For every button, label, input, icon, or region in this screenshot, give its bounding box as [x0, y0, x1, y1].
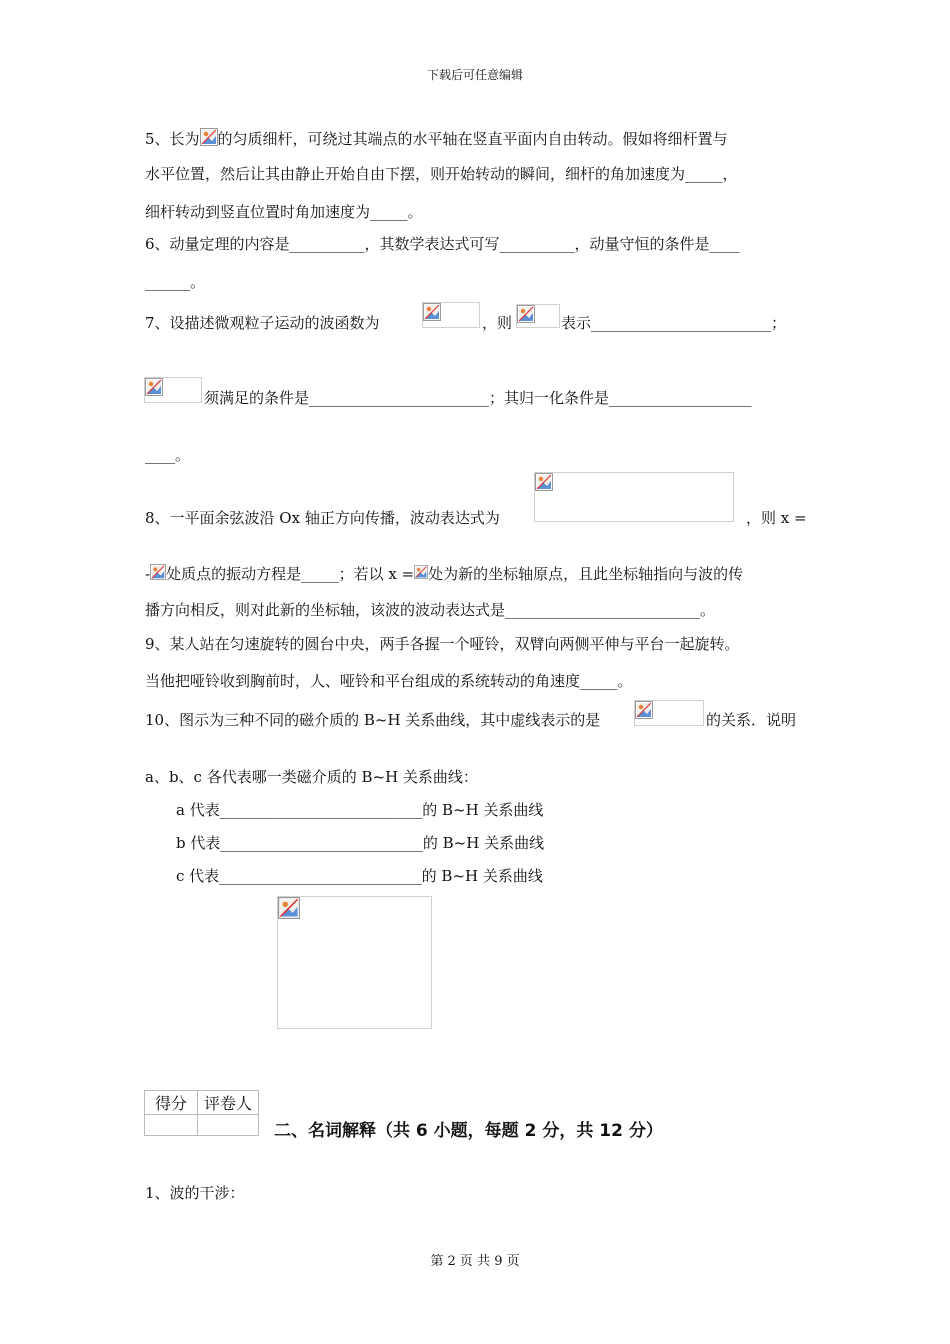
figure-bh-curves — [277, 896, 432, 1029]
section-title: 二、名词解释（共 6 小题，每题 2 分，共 12 分） — [274, 1121, 663, 1141]
formula-image-psi-2 — [144, 377, 202, 403]
q9-line1: 9、某人站在匀速旋转的圆台中央，两手各握一个哑铃，双臂向两侧平伸与平台一起旋转。 — [145, 635, 740, 653]
q9-line2: 当他把哑铃收到胸前时，人、哑铃和平台组成的系统转动的角速度_____。 — [145, 672, 633, 690]
q6-line2: ______。 — [145, 273, 206, 291]
q5-line2: 水平位置，然后让其由静止开始自由下摆，则开始转动的瞬间，细杆的角加速度为_____， — [145, 165, 738, 183]
page-footer: 第 2 页 共 9 页 — [430, 1254, 520, 1269]
q7-line2: 须满足的条件是________________________；其归一化条件是___________________ — [204, 389, 752, 407]
q5-line3: 细杆转动到竖直位置时角加速度为_____。 — [145, 203, 423, 221]
s2-q1: 1、波的干涉： — [145, 1184, 245, 1202]
q7-line1: 7、设描述微观粒子运动的波函数为 — [145, 314, 380, 332]
broken-image-icon — [423, 303, 441, 321]
q10-line1b: 的关系．说明 — [706, 711, 797, 729]
broken-image-icon — [278, 897, 300, 919]
grader-cell[interactable] — [198, 1115, 259, 1136]
q10-c: c 代表___________________________的 B~H 关系曲线 — [176, 867, 543, 885]
q10-line2: a、b、c 各代表哪一类磁介质的 B~H 关系曲线： — [145, 768, 478, 786]
formula-image-icon — [200, 128, 218, 146]
page-header: 下载后可任意编辑 — [426, 68, 523, 82]
formula-image-icon — [414, 563, 428, 581]
score-table — [144, 1090, 259, 1136]
q8-line3: 播方向相反，则对此新的坐标轴，该波的波动表达式是__________________________。 — [145, 601, 716, 619]
formula-image-psi — [422, 302, 480, 328]
q8-line1a: 8、一平面余弦波沿 Ox 轴正方向传播，波动表达式为 — [145, 509, 500, 527]
grader-label: 评卷人 — [198, 1091, 259, 1115]
formula-image-relation — [634, 700, 704, 726]
formula-image-wave — [534, 472, 734, 522]
score-label: 得分 — [145, 1091, 198, 1115]
score-cell[interactable] — [145, 1115, 198, 1136]
q7-line3: ____。 — [145, 446, 191, 464]
q8-line2: - 处质点的振动方程是_____；若以 x = 处为新的坐标轴原点，且此坐标轴指向与波的传 — [145, 565, 744, 583]
q5-line1: 5、长为 的匀质细杆，可绕过其端点的水平轴在竖直平面内自由转动。假如将细杆置与 — [145, 130, 728, 148]
q10-b: b 代表___________________________的 B~H 关系曲线 — [176, 834, 545, 852]
broken-image-icon — [145, 378, 163, 396]
q10-line1a: 10、图示为三种不同的磁介质的 B~H 关系曲线，其中虚线表示的是 — [145, 711, 601, 729]
q10-a: a 代表___________________________的 B~H 关系曲线 — [176, 801, 544, 819]
broken-image-icon — [535, 473, 553, 491]
broken-image-icon — [517, 305, 535, 323]
q8-line1b: ，则 x = — [746, 509, 807, 527]
formula-image-psi-squared — [516, 304, 560, 328]
q6-line1: 6、动量定理的内容是__________，其数学表达式可写__________，动量守恒的条件是____ — [145, 235, 740, 253]
formula-image-icon — [150, 563, 166, 581]
broken-image-icon — [635, 701, 653, 719]
